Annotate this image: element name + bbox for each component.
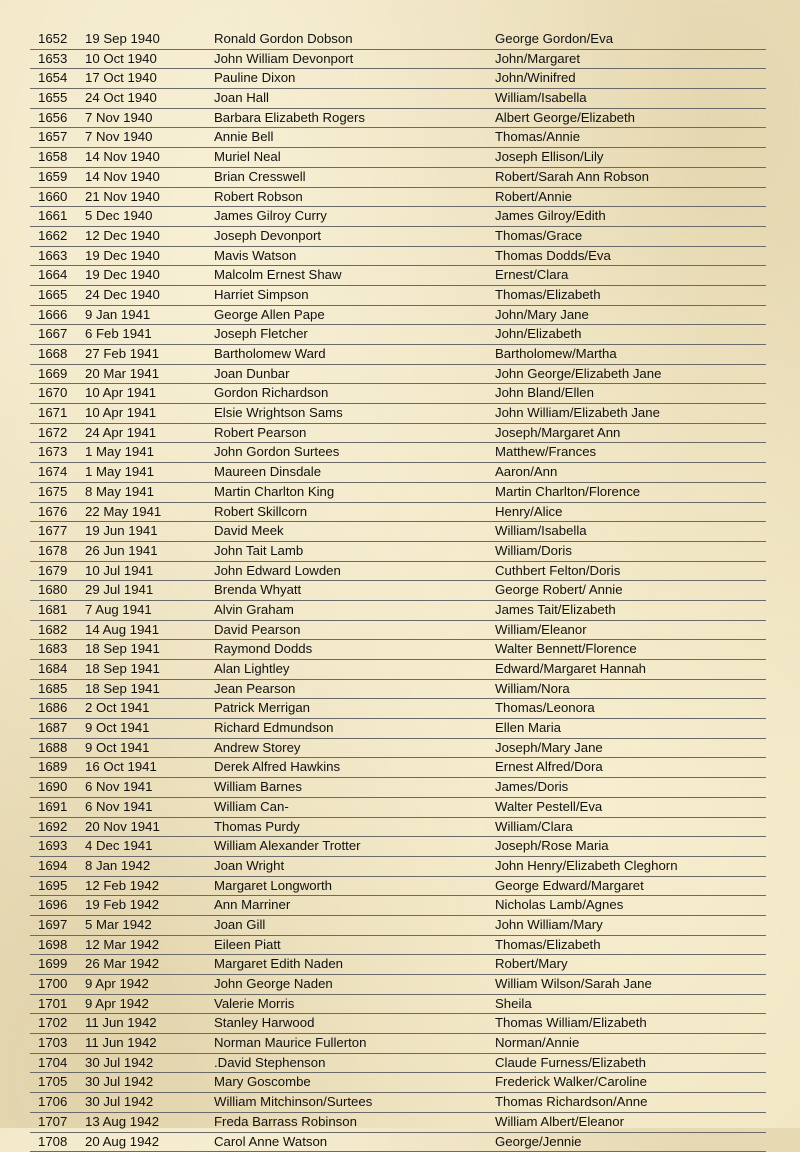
entry-number: 1707: [38, 1113, 67, 1131]
parents-names: William/Eleanor: [495, 621, 587, 639]
child-name: William Alexander Trotter: [214, 837, 361, 855]
entry-number: 1691: [38, 798, 67, 816]
entry-number: 1682: [38, 621, 67, 639]
entry-date: 18 Sep 1941: [85, 680, 160, 698]
entry-date: 10 Apr 1941: [85, 384, 156, 402]
table-row: [30, 404, 766, 424]
entry-number: 1655: [38, 89, 67, 107]
parents-names: Thomas/Annie: [495, 128, 580, 146]
entry-date: 12 Feb 1942: [85, 877, 159, 895]
entry-number: 1676: [38, 503, 67, 521]
parents-names: Ernest Alfred/Dora: [495, 758, 603, 776]
child-name: Richard Edmundson: [214, 719, 334, 737]
parents-names: John Bland/Ellen: [495, 384, 594, 402]
entry-number: 1672: [38, 424, 67, 442]
parents-names: Thomas/Elizabeth: [495, 286, 601, 304]
table-row: [30, 640, 766, 660]
parents-names: Ernest/Clara: [495, 266, 568, 284]
table-row: [30, 581, 766, 601]
entry-date: 30 Jul 1942: [85, 1093, 153, 1111]
child-name: Mavis Watson: [214, 247, 296, 265]
table-row: [30, 1054, 766, 1074]
table-row: [30, 306, 766, 326]
entry-date: 11 Jun 1942: [85, 1034, 157, 1052]
parents-names: Cuthbert Felton/Doris: [495, 562, 620, 580]
entry-date: 6 Feb 1941: [85, 325, 152, 343]
table-row: [30, 443, 766, 463]
parents-names: Robert/Sarah Ann Robson: [495, 168, 649, 186]
entry-number: 1660: [38, 188, 67, 206]
entry-date: 19 Dec 1940: [85, 266, 160, 284]
entry-date: 20 Aug 1942: [85, 1133, 159, 1151]
child-name: John George Naden: [214, 975, 333, 993]
parents-names: Edward/Margaret Hannah: [495, 660, 646, 678]
register-rows: [30, 30, 766, 1152]
entry-date: 6 Nov 1941: [85, 778, 152, 796]
entry-number: 1683: [38, 640, 67, 658]
table-row: [30, 345, 766, 365]
entry-date: 9 Apr 1942: [85, 995, 149, 1013]
table-row: [30, 877, 766, 897]
entry-date: 7 Nov 1940: [85, 109, 152, 127]
entry-date: 19 Feb 1942: [85, 896, 159, 914]
entry-number: 1661: [38, 207, 67, 225]
parents-names: John William/Mary: [495, 916, 603, 934]
child-name: Carol Anne Watson: [214, 1133, 327, 1151]
table-row: [30, 424, 766, 444]
table-row: [30, 266, 766, 286]
child-name: Margaret Edith Naden: [214, 955, 343, 973]
entry-number: 1667: [38, 325, 67, 343]
table-row: [30, 50, 766, 70]
child-name: Alan Lightley: [214, 660, 290, 678]
child-name: Ronald Gordon Dobson: [214, 30, 353, 48]
entry-date: 5 Mar 1942: [85, 916, 152, 934]
child-name: Joan Hall: [214, 89, 269, 107]
entry-date: 9 Oct 1941: [85, 739, 150, 757]
parents-names: George Gordon/Eva: [495, 30, 613, 48]
table-row: [30, 1034, 766, 1054]
parents-names: Martin Charlton/Florence: [495, 483, 640, 501]
table-row: [30, 719, 766, 739]
parents-names: Nicholas Lamb/Agnes: [495, 896, 623, 914]
entry-date: 8 May 1941: [85, 483, 154, 501]
parents-names: George Edward/Margaret: [495, 877, 644, 895]
entry-number: 1684: [38, 660, 67, 678]
table-row: [30, 463, 766, 483]
child-name: .David Stephenson: [214, 1054, 325, 1072]
child-name: Robert Robson: [214, 188, 303, 206]
child-name: Robert Pearson: [214, 424, 306, 442]
entry-date: 14 Aug 1941: [85, 621, 159, 639]
child-name: Freda Barrass Robinson: [214, 1113, 357, 1131]
table-row: [30, 483, 766, 503]
parents-names: John/Winifred: [495, 69, 576, 87]
table-row: [30, 995, 766, 1015]
parents-names: Joseph/Mary Jane: [495, 739, 603, 757]
entry-number: 1695: [38, 877, 67, 895]
entry-number: 1669: [38, 365, 67, 383]
child-name: Raymond Dodds: [214, 640, 312, 658]
parents-names: William/Doris: [495, 542, 572, 560]
parents-names: Claude Furness/Elizabeth: [495, 1054, 646, 1072]
parents-names: Matthew/Frances: [495, 443, 596, 461]
table-row: [30, 778, 766, 798]
child-name: Pauline Dixon: [214, 69, 295, 87]
child-name: Bartholomew Ward: [214, 345, 326, 363]
parents-names: George/Jennie: [495, 1133, 582, 1151]
child-name: Brian Cresswell: [214, 168, 306, 186]
table-row: [30, 818, 766, 838]
entry-number: 1658: [38, 148, 67, 166]
parents-names: William Albert/Eleanor: [495, 1113, 624, 1131]
entry-date: 14 Nov 1940: [85, 168, 160, 186]
table-row: [30, 207, 766, 227]
table-row: [30, 601, 766, 621]
entry-number: 1662: [38, 227, 67, 245]
table-row: [30, 621, 766, 641]
table-row: [30, 660, 766, 680]
child-name: Alvin Graham: [214, 601, 294, 619]
child-name: Joan Wright: [214, 857, 284, 875]
entry-number: 1699: [38, 955, 67, 973]
parents-names: Thomas/Leonora: [495, 699, 595, 717]
table-row: [30, 955, 766, 975]
entry-date: 8 Jan 1942: [85, 857, 150, 875]
entry-number: 1701: [38, 995, 67, 1013]
entry-number: 1706: [38, 1093, 67, 1111]
child-name: Eileen Piatt: [214, 936, 281, 954]
entry-number: 1663: [38, 247, 67, 265]
parents-names: John George/Elizabeth Jane: [495, 365, 661, 383]
child-name: Brenda Whyatt: [214, 581, 301, 599]
child-name: Valerie Morris: [214, 995, 294, 1013]
parents-names: James Tait/Elizabeth: [495, 601, 616, 619]
parents-names: Henry/Alice: [495, 503, 562, 521]
child-name: Harriet Simpson: [214, 286, 309, 304]
parents-names: John Henry/Elizabeth Cleghorn: [495, 857, 678, 875]
child-name: Annie Bell: [214, 128, 273, 146]
table-row: [30, 699, 766, 719]
entry-date: 11 Jun 1942: [85, 1014, 157, 1032]
child-name: Joan Gill: [214, 916, 265, 934]
table-row: [30, 109, 766, 129]
child-name: John Gordon Surtees: [214, 443, 339, 461]
entry-date: 20 Mar 1941: [85, 365, 159, 383]
parents-names: Robert/Mary: [495, 955, 568, 973]
entry-date: 19 Sep 1940: [85, 30, 160, 48]
entry-number: 1657: [38, 128, 67, 146]
entry-date: 9 Apr 1942: [85, 975, 149, 993]
entry-number: 1680: [38, 581, 67, 599]
parents-names: Joseph Ellison/Lily: [495, 148, 604, 166]
table-row: [30, 325, 766, 345]
table-row: [30, 857, 766, 877]
entry-number: 1670: [38, 384, 67, 402]
child-name: George Allen Pape: [214, 306, 325, 324]
table-row: [30, 247, 766, 267]
parents-names: William/Isabella: [495, 89, 587, 107]
parents-names: William/Nora: [495, 680, 570, 698]
entry-date: 7 Aug 1941: [85, 601, 152, 619]
entry-number: 1689: [38, 758, 67, 776]
entry-number: 1687: [38, 719, 67, 737]
table-row: [30, 798, 766, 818]
entry-number: 1698: [38, 936, 67, 954]
table-row: [30, 896, 766, 916]
entry-number: 1702: [38, 1014, 67, 1032]
entry-number: 1690: [38, 778, 67, 796]
table-row: [30, 1014, 766, 1034]
child-name: David Pearson: [214, 621, 301, 639]
entry-number: 1668: [38, 345, 67, 363]
child-name: Joan Dunbar: [214, 365, 290, 383]
table-row: [30, 69, 766, 89]
entry-date: 26 Mar 1942: [85, 955, 159, 973]
parents-names: William/Isabella: [495, 522, 587, 540]
child-name: Andrew Storey: [214, 739, 301, 757]
parents-names: Aaron/Ann: [495, 463, 557, 481]
entry-number: 1685: [38, 680, 67, 698]
table-row: [30, 188, 766, 208]
entry-date: 27 Feb 1941: [85, 345, 159, 363]
child-name: William Mitchinson/Surtees: [214, 1093, 372, 1111]
child-name: Maureen Dinsdale: [214, 463, 321, 481]
table-row: [30, 562, 766, 582]
child-name: David Meek: [214, 522, 284, 540]
child-name: Stanley Harwood: [214, 1014, 314, 1032]
entry-date: 24 Oct 1940: [85, 89, 157, 107]
child-name: Gordon Richardson: [214, 384, 328, 402]
entry-date: 17 Oct 1940: [85, 69, 157, 87]
entry-number: 1675: [38, 483, 67, 501]
parents-names: Joseph/Margaret Ann: [495, 424, 620, 442]
entry-number: 1679: [38, 562, 67, 580]
table-row: [30, 837, 766, 857]
entry-number: 1659: [38, 168, 67, 186]
entry-date: 16 Oct 1941: [85, 758, 157, 776]
entry-number: 1693: [38, 837, 67, 855]
parents-names: James Gilroy/Edith: [495, 207, 606, 225]
child-name: William Barnes: [214, 778, 302, 796]
entry-number: 1681: [38, 601, 67, 619]
table-row: [30, 365, 766, 385]
parents-names: Thomas William/Elizabeth: [495, 1014, 647, 1032]
entry-date: 9 Jan 1941: [85, 306, 150, 324]
entry-number: 1703: [38, 1034, 67, 1052]
entry-number: 1656: [38, 109, 67, 127]
child-name: John Tait Lamb: [214, 542, 303, 560]
parents-names: John/Elizabeth: [495, 325, 582, 343]
parents-names: Joseph/Rose Maria: [495, 837, 609, 855]
table-row: [30, 227, 766, 247]
child-name: Joseph Devonport: [214, 227, 321, 245]
parents-names: Norman/Annie: [495, 1034, 579, 1052]
parents-names: Thomas/Elizabeth: [495, 936, 601, 954]
child-name: Ann Marriner: [214, 896, 290, 914]
entry-number: 1652: [38, 30, 67, 48]
entry-number: 1678: [38, 542, 67, 560]
entry-number: 1666: [38, 306, 67, 324]
entry-number: 1677: [38, 522, 67, 540]
entry-date: 2 Oct 1941: [85, 699, 150, 717]
table-row: [30, 89, 766, 109]
entry-date: 30 Jul 1942: [85, 1054, 153, 1072]
entry-date: 7 Nov 1940: [85, 128, 152, 146]
child-name: John William Devonport: [214, 50, 353, 68]
parents-names: Robert/Annie: [495, 188, 572, 206]
table-row: [30, 128, 766, 148]
entry-number: 1692: [38, 818, 67, 836]
parents-names: Sheila: [495, 995, 532, 1013]
entry-date: 18 Sep 1941: [85, 660, 160, 678]
entry-date: 12 Mar 1942: [85, 936, 159, 954]
child-name: Elsie Wrightson Sams: [214, 404, 343, 422]
entry-number: 1654: [38, 69, 67, 87]
entry-date: 26 Jun 1941: [85, 542, 158, 560]
table-row: [30, 936, 766, 956]
child-name: Malcolm Ernest Shaw: [214, 266, 342, 284]
parents-names: George Robert/ Annie: [495, 581, 623, 599]
table-row: [30, 148, 766, 168]
parents-names: Frederick Walker/Caroline: [495, 1073, 647, 1091]
child-name: Thomas Purdy: [214, 818, 300, 836]
entry-number: 1671: [38, 404, 67, 422]
table-row: [30, 1093, 766, 1113]
table-row: [30, 739, 766, 759]
child-name: Patrick Merrigan: [214, 699, 310, 717]
parents-names: Bartholomew/Martha: [495, 345, 617, 363]
table-row: [30, 522, 766, 542]
entry-number: 1664: [38, 266, 67, 284]
entry-date: 9 Oct 1941: [85, 719, 150, 737]
entry-number: 1665: [38, 286, 67, 304]
entry-number: 1700: [38, 975, 67, 993]
entry-date: 4 Dec 1941: [85, 837, 152, 855]
table-row: [30, 503, 766, 523]
entry-date: 14 Nov 1940: [85, 148, 160, 166]
entry-date: 22 May 1941: [85, 503, 161, 521]
entry-date: 20 Nov 1941: [85, 818, 160, 836]
table-row: [30, 975, 766, 995]
entry-date: 24 Apr 1941: [85, 424, 156, 442]
child-name: Jean Pearson: [214, 680, 295, 698]
entry-date: 30 Jul 1942: [85, 1073, 153, 1091]
entry-date: 10 Oct 1940: [85, 50, 157, 68]
table-row: [30, 542, 766, 562]
entry-date: 10 Apr 1941: [85, 404, 156, 422]
entry-number: 1697: [38, 916, 67, 934]
child-name: Joseph Fletcher: [214, 325, 308, 343]
parents-names: John/Margaret: [495, 50, 580, 68]
entry-number: 1674: [38, 463, 67, 481]
parents-names: Walter Bennett/Florence: [495, 640, 637, 658]
parents-names: James/Doris: [495, 778, 568, 796]
table-row: [30, 1133, 766, 1152]
child-name: Robert Skillcorn: [214, 503, 307, 521]
entry-number: 1704: [38, 1054, 67, 1072]
entry-date: 19 Jun 1941: [85, 522, 158, 540]
entry-date: 1 May 1941: [85, 463, 154, 481]
table-row: [30, 1073, 766, 1093]
parents-names: John/Mary Jane: [495, 306, 589, 324]
table-row: [30, 168, 766, 188]
entry-date: 5 Dec 1940: [85, 207, 152, 225]
child-name: James Gilroy Curry: [214, 207, 327, 225]
child-name: William Can-: [214, 798, 289, 816]
child-name: Barbara Elizabeth Rogers: [214, 109, 365, 127]
parents-names: John William/Elizabeth Jane: [495, 404, 660, 422]
child-name: Martin Charlton King: [214, 483, 334, 501]
child-name: Norman Maurice Fullerton: [214, 1034, 366, 1052]
entry-number: 1694: [38, 857, 67, 875]
child-name: Derek Alfred Hawkins: [214, 758, 340, 776]
entry-date: 21 Nov 1940: [85, 188, 160, 206]
child-name: Muriel Neal: [214, 148, 281, 166]
baptism-register-table: [30, 30, 766, 1152]
parents-names: Thomas Dodds/Eva: [495, 247, 611, 265]
parents-names: Albert George/Elizabeth: [495, 109, 635, 127]
entry-date: 13 Aug 1942: [85, 1113, 159, 1131]
child-name: Mary Goscombe: [214, 1073, 311, 1091]
entry-date: 1 May 1941: [85, 443, 154, 461]
entry-date: 6 Nov 1941: [85, 798, 152, 816]
parents-names: Thomas Richardson/Anne: [495, 1093, 647, 1111]
entry-number: 1705: [38, 1073, 67, 1091]
child-name: John Edward Lowden: [214, 562, 341, 580]
entry-date: 19 Dec 1940: [85, 247, 160, 265]
table-row: [30, 286, 766, 306]
table-row: [30, 1113, 766, 1133]
entry-date: 10 Jul 1941: [85, 562, 153, 580]
table-row: [30, 916, 766, 936]
table-row: [30, 30, 766, 50]
entry-number: 1673: [38, 443, 67, 461]
entry-date: 18 Sep 1941: [85, 640, 160, 658]
entry-number: 1688: [38, 739, 67, 757]
parents-names: William Wilson/Sarah Jane: [495, 975, 652, 993]
parents-names: Ellen Maria: [495, 719, 561, 737]
entry-date: 24 Dec 1940: [85, 286, 160, 304]
entry-number: 1696: [38, 896, 67, 914]
table-row: [30, 384, 766, 404]
entry-date: 29 Jul 1941: [85, 581, 153, 599]
table-row: [30, 680, 766, 700]
entry-number: 1708: [38, 1133, 67, 1151]
entry-number: 1653: [38, 50, 67, 68]
parents-names: Walter Pestell/Eva: [495, 798, 602, 816]
entry-number: 1686: [38, 699, 67, 717]
entry-date: 12 Dec 1940: [85, 227, 160, 245]
parents-names: Thomas/Grace: [495, 227, 582, 245]
parents-names: William/Clara: [495, 818, 573, 836]
table-row: [30, 758, 766, 778]
child-name: Margaret Longworth: [214, 877, 332, 895]
